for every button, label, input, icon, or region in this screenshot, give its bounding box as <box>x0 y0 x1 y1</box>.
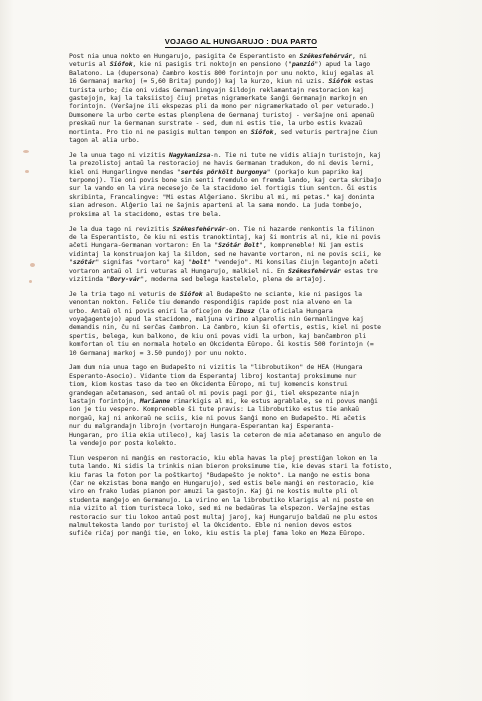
paragraph-5 <box>69 363 447 447</box>
text-line: sufiĉe riĉaj por manĝi tie, en loko, kiu estis la plej fama loko en Meza Eŭropo. <box>69 529 366 538</box>
text-line: demandis nin, ĉu ni serĉas ĉambron. La ĉambro, kiun ŝi ofertis, estis, kiel ni poste <box>69 323 381 332</box>
text-line: Balatono. La (dupersona) ĉambro kostis 800 forintojn por unu nokto, kiuj egalas al <box>69 68 374 77</box>
text-line: nur du malgrandajn librojn (vortarojn Hungara-Esperantan kaj Esperanta- <box>69 422 335 431</box>
ink-stain <box>25 170 29 173</box>
text-line: gastejojn, kaj la taksiistoj ĉiuj pretas nigramerkate ŝanĝi Germanajn markojn en <box>69 94 368 103</box>
paragraph-4 <box>69 290 447 357</box>
text-line: veturis al Siófok, kie ni pasigis tri noktojn en pensiono ("panzió") apud la lago <box>69 60 370 69</box>
text-line: voyaĝagentejo) apud la stacidomo, maljuna virino alparolis nin Germanlingve kaj <box>69 314 364 323</box>
text-line: restoracio sur tiu lokoo antaŭ post multaj jaroj, kaj Hungarujo baldaŭ ne plu estos <box>69 512 378 521</box>
document-body <box>69 52 447 544</box>
text-line: Post nia unua nokto en Hungarujo, pasigita ĉe Esperantisto en Székesfehérvár, ni <box>69 52 367 60</box>
text-line: kiel oni Hungarlingve mendas "sertés pörkölt burgonya" (porkaĵo kun papriko kaj <box>69 167 364 176</box>
text-line: ion je tiu vespero. Kompreneble ŝi tute pravis: La librobutiko estus tie ankaŭ <box>69 405 359 414</box>
text-line: tuta lando. Ni sidis la trinkis nian bieron proksimume tie, kie devas stari la fotisto, <box>69 462 393 471</box>
emphasized-term: Székesfehérvár <box>172 224 226 233</box>
paragraph-3 <box>69 225 447 284</box>
emphasized-term: Siófok <box>109 60 133 69</box>
text-line: malmultekosta lando por turistoj el la Okcidento. Eble ni nenion devos estos <box>69 521 352 530</box>
paragraph-2 <box>69 151 447 218</box>
document-title-text: VOJAGO AL HUNGARUJO : DUA PARTO <box>164 37 318 46</box>
text-line: Dumsomere la urbo certe estas plenplena de Germanaj turistoj - verŝajne oni apenaŭ <box>69 110 374 119</box>
emphasized-term: Siófok <box>179 289 203 298</box>
text-line: forintojn. (Verŝajne ili ekspezas pli da mono per nigramerkatado ol per veturado.) <box>69 102 375 111</box>
text-line: 10 Germanaj markoj = 3.50 pundoj) por unu nokto. <box>69 348 248 357</box>
text-line: preskaŭ nur la Germanan surstrate - sed, dum ni estis tie, la urbo estis kvazaŭ <box>69 119 363 128</box>
text-line: de la Esperantisto, ĉe kiu ni estis tranoktintaj, kaj ŝi montris al ni, kie ni povis <box>69 232 381 241</box>
emphasized-term: szótár <box>72 258 96 267</box>
text-line: aĉeti Hungara-Germanan vortaron: En la "Szótár Bolt", kompreneble! Ni jam estis <box>69 241 364 250</box>
text-line: sian adreson. Alĝerio lai ne ŝajnis aparteni al la sama mondo. La juda tombejo, <box>69 201 363 210</box>
text-line: mortinta. Pro tio ni ne pasigis multan tempon en Siófok, sed veturis pertrajne ĉiun <box>69 127 378 136</box>
text-line: Je la dua tago ni revizitis Székesfehérvár-on. Tie ni hazarde renkontis la filinon <box>69 224 374 233</box>
emphasized-term: Bory-vár <box>110 274 141 283</box>
text-line: spertis, belega, kun balkono, de kiu oni povas vidi la urbon, kaj banĉambron pli <box>69 331 367 340</box>
emphasized-term: Szótár Bolt <box>218 241 260 250</box>
text-line: (ĉar ne ekzistas bona manĝo en Hungarujo), sed estis bele manĝi en restoracio, kie <box>69 479 374 488</box>
text-line: vizitinda "Bory-vár", moderna sed belega kastelelo, plena de artaĵoj. <box>69 274 327 283</box>
emphasized-term: sertés pörkölt burgonya <box>180 167 267 176</box>
text-line: la vendejo por posta kolekto. <box>69 439 177 448</box>
text-line: kiu faras la foton por la poŝtkartoj "Budapeŝto je nokto". La manĝo ne estis bona <box>69 470 370 479</box>
text-line: "szótár" signifas "vortaro" kaj "bolt" "vendejo". Mi konsilas ĉiujn legantojn aĉeti <box>69 258 379 267</box>
text-line: Esperanto-Asocio). Vidante tiom da Esperantaj libroj kostantaj proksimume nur <box>69 371 357 380</box>
ink-stain <box>30 263 35 267</box>
text-line: la prezolistoj antaŭ la restoracioj ne havis Germanan tradukon, do ni devis lerni, <box>69 159 374 168</box>
text-line: tagon al alia urbo. <box>69 136 140 145</box>
emphasized-term: Székesfehérvár <box>288 266 341 275</box>
text-line: komfortan ol tiu en normala hotelo en Okcidenta Eŭropo. Ĝi kostis 500 forintojn (= <box>69 340 374 349</box>
text-line: Je la unua tago ni vizitis Nagykanizsa-n. Tie ni tute ne vidis aliajn turistojn, kaj <box>69 150 381 159</box>
text-line: proksima al la stacidomo, estas tre bela. <box>69 209 222 218</box>
text-line: Tiun vesperon ni manĝis en restoracio, kiu ebla havas la plej prestiĝan lokon en la <box>69 453 378 462</box>
text-line: urbo. Antaŭ ol ni povis eniri la oficejon de Ibusz (la oficiala Hungara <box>69 306 333 315</box>
text-line: 16 Germanaj markoj (= 5,60 Britaj pundoj) kaj la kurzo, kiun ni uzis. Siófok estas <box>69 77 374 86</box>
text-line: Jam dum nia unua tago en Budapeŝto ni vizitis la "librobutikon" de HEA (Hungara <box>69 363 363 372</box>
emphasized-term: Siófok <box>250 127 274 136</box>
text-line: Hungaran, pro ilia ekia utileco), kaj lasis la ceteron de mia aĉetamaso en angulo de <box>69 430 381 439</box>
emphasized-term: Nagykanizsa <box>168 150 211 159</box>
emphasized-term: Ibusz <box>235 306 255 315</box>
text-line: vortaron antaŭ ol iri veturas al Hungarujo, malkiel ni. En Székesfehérvár estas tre <box>69 266 378 275</box>
text-line: viro en frako ludas pianon por amuzi la gastojn. Kaj ĝi ne kostis multe pli ol <box>69 487 359 496</box>
ink-stain <box>29 280 32 283</box>
ink-stain <box>23 150 29 153</box>
emphasized-term: panzió <box>291 60 315 69</box>
text-line: sur la vando en la vira necesejo ĉe la stacidomo iel fortigis tiun sentcn. Ĝi estis <box>69 184 377 193</box>
emphasized-term: bolt <box>192 258 208 267</box>
text-line: terpomoj). Tie oni povis bone sin senti fremdulo en fremda lando, kaj certa skribaĵo <box>69 176 382 185</box>
paragraph-6 <box>69 454 447 538</box>
text-line: grandegan aĉetamason, sed antaŭ ol mi povis pagi por ĝi, tiel ekspezante niajn <box>69 388 359 397</box>
emphasized-term: Siófok <box>328 77 352 86</box>
emphasized-term: Székesfehérvár <box>299 52 353 60</box>
text-line: nia vizito al tiom turisteca loko, sed mi ne bedaŭras la elspezon. Verŝajne estas <box>69 504 370 513</box>
text-line: studenta manĝejo en Germanujo. La virino en la librobutiko klarigis al ni poste en <box>69 495 374 504</box>
text-line: turista urbo; ĉie oni vidas Germanlingvajn ŝildojn reklamantajn restoracion kaj <box>69 85 364 94</box>
text-line: lastajn forintojn, Marianne rimarkigis al mi, ke estus agrablale, se ni povus manĝi <box>69 397 378 405</box>
text-line: venontan nokton. Feliĉe tiu demando respondiĝis rapide post nia alveno en la <box>69 298 352 307</box>
text-line: morgaŭ, kaj ni ankoraŭ ne sciis, kie ni povus ŝanĝi mono en Budapeŝto. Mi aĉetis <box>69 413 366 422</box>
document-title <box>0 37 482 46</box>
paragraph-1 <box>69 52 447 144</box>
emphasized-term: Marianne <box>139 397 171 405</box>
text-line: Je la tria tago ni veturis de Siófok al Budapeŝto ne sciante, kie ni pasigos la <box>69 289 362 298</box>
text-line: vidintaj la konstruajon kaj la ŝildon, sed ne havante vortaron, ni ne povis scii, ke <box>69 249 381 258</box>
text-line: tiom, kiom kostas taso da teo en Okcidenta Eŭropo, mi tuj komencis konstrui <box>69 380 348 389</box>
text-line: skribinta, Francalingve: "Mi estas Alĝeriano. Skribu al mi, mi petas." kaj doninta <box>69 192 375 201</box>
